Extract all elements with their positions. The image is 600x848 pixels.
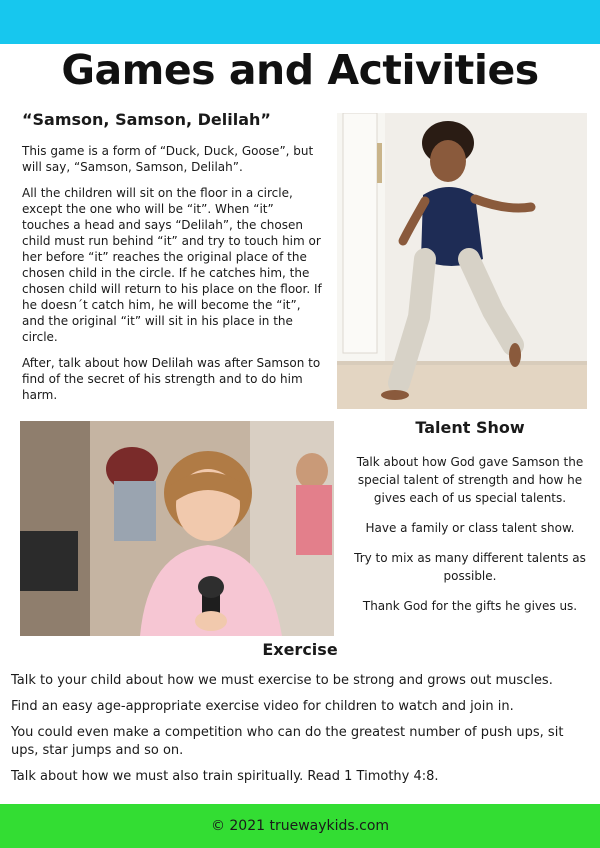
- game-paragraph: After, talk about how Delilah was after Samson to find of the secret of his strength and to do him harm.: [22, 356, 321, 402]
- talent-show-section: [350, 418, 590, 627]
- talent-show-paragraph: Thank God for the gifts he gives us.: [362, 599, 578, 613]
- talent-show-paragraph: Try to mix as many different talents as possible.: [354, 551, 586, 583]
- exercise-paragraph: Find an easy age-appropriate exercise video for children to watch and join in.: [11, 699, 514, 714]
- footer-bar: [0, 804, 600, 848]
- girl-microphone-photo: [20, 421, 334, 636]
- top-color-bar: [0, 0, 600, 44]
- game-paragraph: All the children will sit on the floor in a circle, except the one who will be “it”. When “it” touches a head and says “Delilah”, the chosen child must run behind “it” and try to touch him or her before “it” reaches the original place of the chosen child in the circle. If he catches him, the chosen child will return to his place on the floor. If he doesn´t catch him, he will become the “it”, and the original “it” will sit in his place in the circle.: [22, 186, 322, 344]
- exercise-heading: Exercise: [262, 640, 338, 659]
- game-heading: “Samson, Samson, Delilah”: [22, 110, 271, 129]
- talent-show-paragraph: Talk about how God gave Samson the special talent of strength and how he gives each of us special talents.: [356, 455, 584, 505]
- talent-show-paragraph: Have a family or class talent show.: [365, 521, 575, 535]
- running-boy-photo: [337, 113, 587, 409]
- game-paragraph: This game is a form of “Duck, Duck, Goose”, but will say, “Samson, Samson, Delilah”.: [22, 144, 314, 174]
- exercise-paragraph: Talk to your child about how we must exercise to be strong and grows out muscles.: [11, 673, 553, 688]
- page-title: Games and Activities: [61, 46, 539, 94]
- exercise-paragraph: You could even make a competition who can do the greatest number of push ups, sit ups, star jumps and so on.: [11, 725, 564, 758]
- exercise-section: [11, 672, 591, 794]
- exercise-paragraph: Talk about how we must also train spiritually. Read 1 Timothy 4:8.: [11, 769, 439, 784]
- talent-show-heading: Talent Show: [415, 418, 525, 437]
- game-section: [22, 110, 322, 413]
- footer-copyright: © 2021 truewaykids.com: [210, 818, 390, 834]
